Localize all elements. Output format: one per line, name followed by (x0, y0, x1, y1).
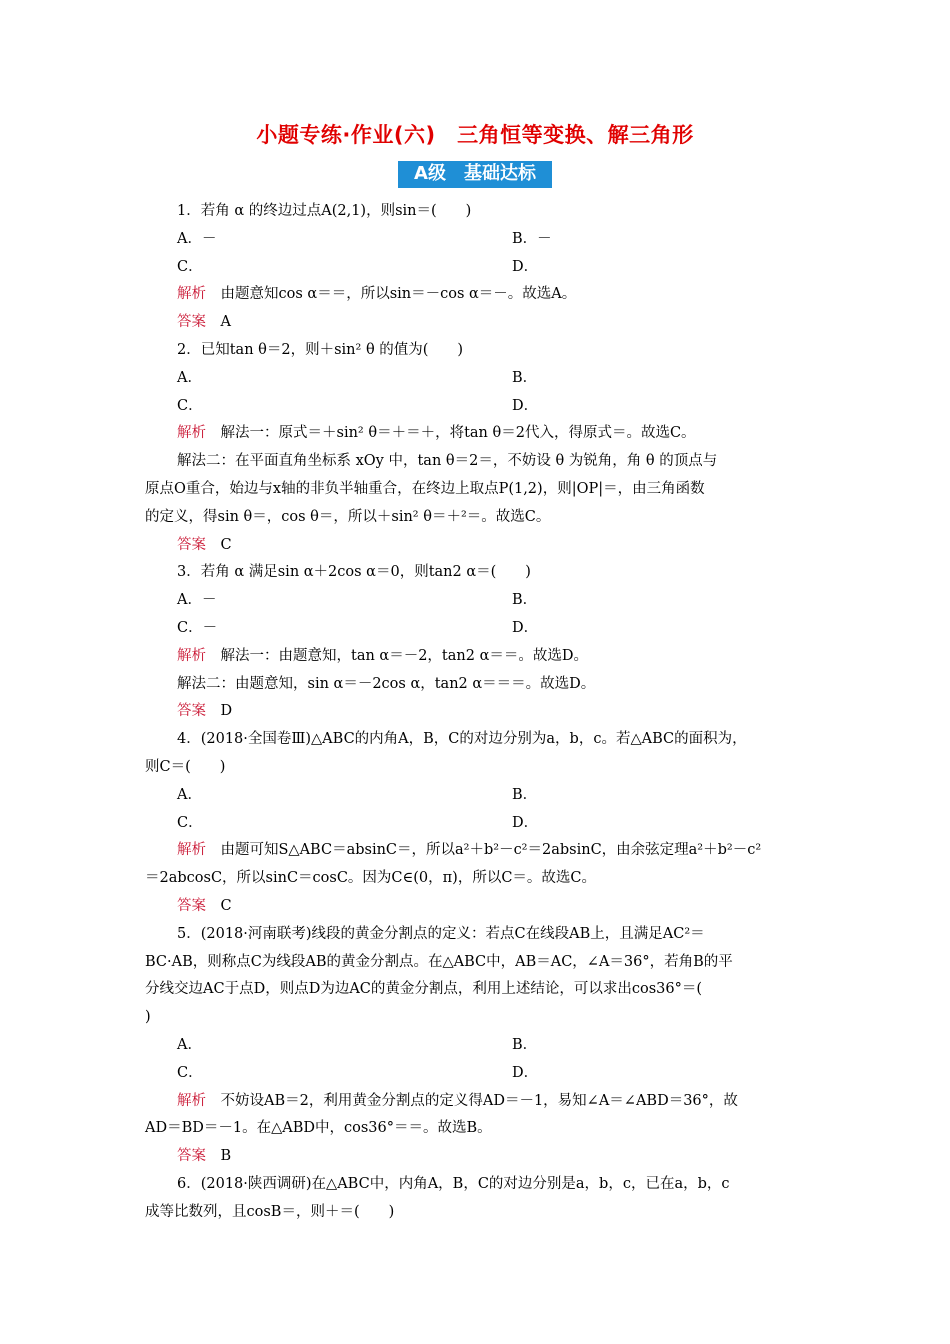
analysis-line: 解法二：在平面直角坐标系 xOy 中，tan θ＝2＝，不妨设 θ 为锐角，角 θ 的顶点与 (177, 453, 718, 470)
question-stem: 分线交边AC于点D，则点D为边AC的黄金分割点，利用上述结论，可以求出cos36°＝( (145, 981, 703, 998)
analysis-line: 的定义，得sin θ＝，cos θ＝，所以＋sin² θ＝＋²＝。故选C。 (145, 508, 551, 525)
question-stem: 3．若角 α 满足sin α＋2cos α＝0，则tan2 α＝( ) (177, 564, 531, 581)
question-stem: 成等比数列，且cosB＝，则＋＝( ) (145, 1203, 395, 1220)
option-item: A． (177, 786, 202, 803)
answer-line-text: D (206, 703, 233, 720)
option-item: B． (512, 592, 538, 609)
answer-line (177, 312, 231, 332)
option-item: B． (512, 786, 538, 803)
option-item: D． (512, 620, 539, 636)
option-item: D． (512, 258, 539, 275)
question-stem: 1．若角 α 的终边过点A(2,1)，则sin＝( ) (177, 203, 472, 219)
analysis-line: ＝2abcosC，所以sinC＝cosC。因为C∈(0，π)，所以C＝。故选C。 (145, 870, 597, 887)
analysis-line (177, 284, 576, 304)
option-item: C． (177, 397, 203, 414)
daan-label: 答案 (177, 1148, 206, 1165)
answer-line (177, 701, 232, 721)
jiexi-label: 解析 (177, 286, 206, 303)
option-item: D． (512, 397, 539, 414)
jiexi-label: 解析 (177, 425, 206, 442)
question-stem: 则C＝( ) (145, 759, 226, 775)
option-item: A．－ (177, 592, 217, 609)
daan-label: 答案 (177, 703, 206, 720)
option-item: B． (512, 1037, 538, 1053)
option-item: C． (177, 814, 203, 831)
option-item: D． (512, 1064, 539, 1081)
page-title: 小题专练·作业(六) 三角恒等变换、解三角形 (256, 123, 694, 147)
option-item: B．－ (512, 230, 552, 247)
level-badge: A级 基础达标 (398, 161, 552, 188)
daan-label: 答案 (177, 314, 206, 331)
option-item: C．－ (177, 620, 218, 636)
answer-line (177, 896, 232, 916)
option-item: B． (512, 369, 538, 386)
analysis-line (177, 646, 588, 666)
jiexi-label: 解析 (177, 1092, 206, 1109)
analysis-line-text: 由题可知S△ABC＝absinC＝，所以a²＋b²－c²＝2absinC，由余弦定理a²＋b²－c² (206, 842, 762, 859)
jiexi-label: 解析 (177, 842, 206, 859)
answer-line-text: C (206, 536, 232, 553)
question-stem: 6．(2018·陕西调研)在△ABC中，内角A，B，C的对边分别是a，b，c，已在a，b，c (177, 1176, 730, 1192)
answer-line-text: A (206, 314, 231, 331)
analysis-line-text: 解法一：原式＝＋sin² θ＝＋＝＋，将tan θ＝2代入，得原式＝。故选C。 (206, 425, 696, 442)
analysis-line: AD＝BD＝－1。在△ABD中，cos36°＝＝。故选B。 (145, 1120, 492, 1137)
analysis-line (177, 1091, 738, 1111)
answer-line-text: B (206, 1148, 232, 1165)
option-item: C． (177, 258, 203, 275)
option-item: D． (512, 814, 539, 831)
analysis-line: 解法二：由题意知，sin α＝－2cos α，tan2 α＝＝＝。故选D。 (177, 675, 596, 692)
answer-line-text: C (206, 898, 232, 914)
question-stem: ) (145, 1009, 151, 1026)
analysis-line-text: 由题意知cos α＝＝，所以sin＝－cos α＝－。故选A。 (206, 286, 577, 303)
answer-line (177, 535, 232, 555)
option-item: A． (177, 369, 202, 386)
analysis-line-text: 不妨设AB＝2，利用黄金分割点的定义得AD＝－1，易知∠A＝∠ABD＝36°，故 (206, 1092, 738, 1109)
option-item: A．－ (177, 230, 217, 247)
question-stem: 4．(2018·全国卷Ⅲ)△ABC的内角A，B，C的对边分别为a，b，c。若△ABC的面积为， (177, 731, 747, 748)
question-stem: 5．(2018·河南联考)线段的黄金分割点的定义：若点C在线段AB上，且满足AC²＝ (177, 925, 705, 942)
analysis-line: 原点O重合，始边与x轴的非负半轴重合，在终边上取点P(1,2)，则|OP|＝，由三角函数 (145, 481, 705, 497)
question-stem: 2．已知tan θ＝2，则＋sin² θ 的值为( ) (177, 342, 464, 358)
daan-label: 答案 (177, 898, 206, 914)
question-stem: BC·AB，则称点C为线段AB的黄金分割点。在△ABC中，AB＝AC，∠A＝36°，若角B的平 (145, 953, 733, 970)
jiexi-label: 解析 (177, 647, 206, 664)
option-item: A． (177, 1037, 202, 1053)
analysis-line (177, 423, 696, 443)
daan-label: 答案 (177, 536, 206, 553)
analysis-line-text: 解法一：由题意知，tan α＝－2，tan2 α＝＝。故选D。 (206, 647, 588, 664)
analysis-line (177, 840, 761, 860)
answer-line (177, 1146, 231, 1166)
option-item: C． (177, 1064, 203, 1081)
